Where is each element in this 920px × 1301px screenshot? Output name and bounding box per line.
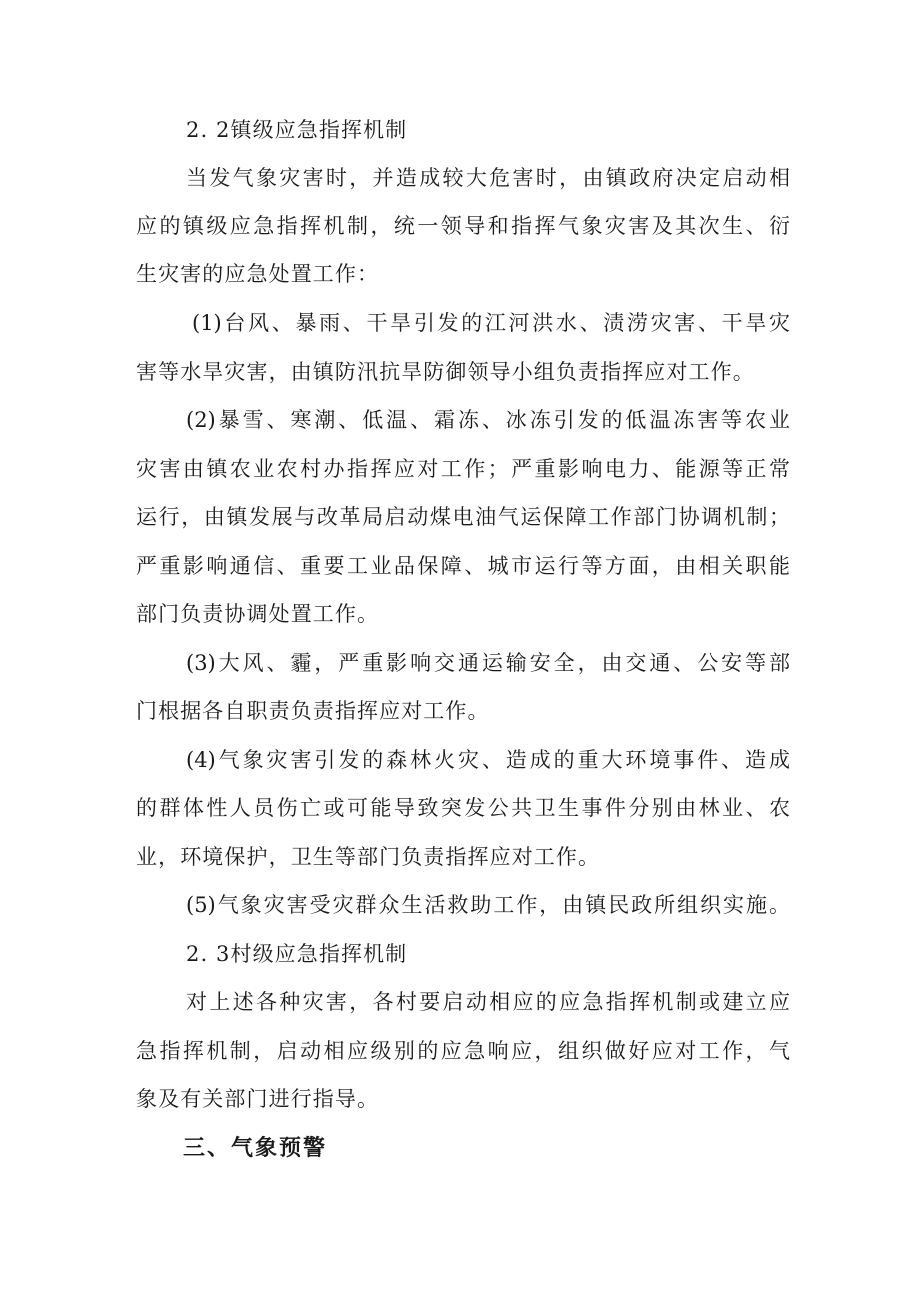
paragraph-line: 应的镇级应急指挥机制，统一领导和指挥气象灾害及其次生、衍: [136, 214, 790, 238]
list-item-line: 的群体性人员伤亡或可能导致突发公共卫生事件分别由林业、农: [136, 796, 790, 820]
list-item-line: (1)台风、暴雨、干旱引发的江河洪水、渍涝灾害、干旱灾: [192, 311, 790, 335]
paragraph-line: 当发气象灾害时，并造成较大危害时，由镇政府决定启动相: [186, 166, 790, 190]
list-item-line: 运行，由镇发展与改革局启动煤电油气运保障工作部门协调机制；: [136, 505, 790, 529]
paragraph-line: 对上述各种灾害，各村要启动相应的应急指挥机制或建立应: [186, 990, 790, 1014]
list-item-line: 业，环境保护，卫生等部门负责指挥应对工作。: [136, 845, 601, 869]
list-item-line: (2)暴雪、寒潮、低温、霜冻、冰冻引发的低温冻害等农业: [186, 408, 790, 432]
section-heading-2-3: 2. 3村级应急指挥机制: [186, 942, 408, 966]
paragraph-line: 象及有关部门进行指导。: [136, 1087, 380, 1111]
chapter-heading: 三、气象预警: [183, 1136, 328, 1161]
list-item-line: (4)气象灾害引发的森林火灾、造成的重大环境事件、造成: [186, 748, 790, 772]
list-item-line: 部门负责协调处置工作。: [136, 602, 380, 626]
section-heading-2-2: 2. 2镇级应急指挥机制: [186, 118, 408, 142]
list-item-line: 严重影响通信、重要工业品保障、城市运行等方面，由相关职能: [136, 554, 790, 578]
paragraph-line: 急指挥机制，启动相应级别的应急响应，组织做好应对工作，气: [136, 1039, 790, 1063]
list-item-line: 害等水旱灾害，由镇防汛抗旱防御领导小组负责指挥应对工作。: [136, 360, 755, 384]
list-item-line: 灾害由镇农业农村办指挥应对工作；严重影响电力、能源等正常: [136, 457, 790, 481]
list-item-line: (3)大风、霾，严重影响交通运输安全，由交通、公安等部: [186, 651, 790, 675]
list-item-line: (5)气象灾害受灾群众生活救助工作，由镇民政所组织实施。: [186, 893, 790, 917]
paragraph-line: 生灾害的应急处置工作：: [136, 262, 380, 286]
list-item-line: 门根据各自职责负责指挥应对工作。: [136, 699, 490, 723]
